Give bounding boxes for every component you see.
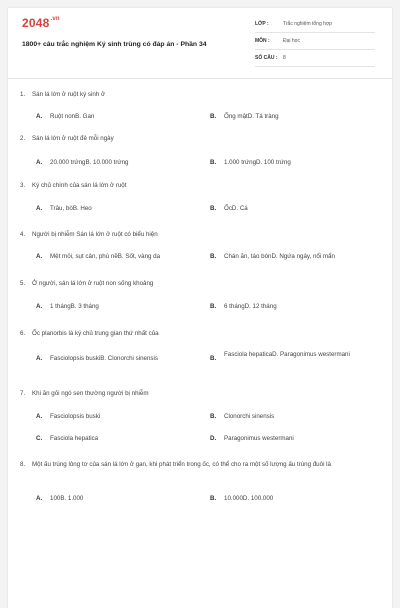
worksheet-header — [8, 8, 392, 70]
option-text: 100B. 1.000 — [50, 495, 84, 502]
meta-value-mon: Đại học — [283, 38, 300, 44]
option-text: 20.000 trứngB. 10.000 trứng — [50, 159, 129, 166]
header-divider — [8, 78, 392, 79]
page-title: 1800+ câu trắc nghiệm Ký sinh trùng có đáp án - Phần 34 — [22, 41, 207, 48]
meta-label-lop: LỚP : — [255, 21, 269, 27]
logo-number: 2048 — [22, 16, 50, 30]
meta-row-socau — [255, 50, 375, 67]
option-letter: B. — [210, 113, 217, 120]
question-text: Một ấu trùng lông tơ của sán lá lớn ở gan, khi phát triển trong ốc, có thể cho ra một số lượng ấu trùng đuôi là — [32, 461, 331, 468]
option-text: Mệt mỏi, sụt cân, phù nềB. Sốt, vàng da — [50, 253, 161, 260]
option-text: 10.000D. 100.000 — [224, 495, 274, 502]
meta-box — [255, 16, 375, 67]
option-letter: A. — [36, 303, 43, 310]
question-number: 4. — [20, 231, 26, 238]
option-text: Clonorchi sinensis — [224, 413, 275, 420]
option-text: 6 thángD. 12 tháng — [224, 303, 277, 310]
meta-label-mon: MÔN : — [255, 38, 270, 44]
option-text: Fasciolopsis buskiB. Clonorchi sinensis — [50, 355, 158, 362]
option-letter: A. — [36, 355, 43, 362]
question-number: 6. — [20, 330, 26, 337]
site-logo[interactable] — [22, 16, 60, 30]
question-text: Sán lá lớn ở ruột ký sinh ở — [32, 91, 106, 98]
option-text: ỐcD. Cá — [224, 205, 248, 212]
question-text: Khi ăn gỏi ngó sen thường người bị nhiễm — [32, 390, 149, 397]
meta-row-mon — [255, 33, 375, 50]
option-letter: C. — [36, 435, 43, 442]
option-text: Fasciola hepatica — [50, 435, 99, 442]
question-text: Ốc planorbis là ký chủ trung gian thứ nhất của — [32, 330, 159, 337]
option-letter: B. — [210, 413, 217, 420]
option-letter: B. — [210, 253, 217, 260]
meta-label-socau: SỐ CÂU : — [255, 55, 278, 61]
option-letter: B. — [210, 495, 217, 502]
option-letter: A. — [36, 413, 43, 420]
option-text: Paragonimus westermani — [224, 435, 294, 442]
option-letter: B. — [210, 205, 217, 212]
meta-row-lop — [255, 16, 375, 33]
option-text: 1 thángB. 3 tháng — [50, 303, 99, 310]
question-text: Sán lá lớn ở ruột đẻ mỗi ngày — [32, 135, 114, 142]
question-number: 3. — [20, 182, 26, 189]
question-number: 8. — [20, 461, 26, 468]
option-letter: A. — [36, 113, 43, 120]
option-text: Chán ăn, táo bónD. Ngứa ngáy, nổi mẩn — [224, 253, 336, 260]
option-text: Ruột nonB. Gan — [50, 113, 95, 120]
option-letter: B. — [210, 303, 217, 310]
meta-value-lop: Trắc nghiệm tổng hợp — [283, 21, 332, 27]
logo-tld: .vn — [50, 16, 60, 22]
option-text: Trâu, bòB. Heo — [50, 205, 92, 212]
option-letter: B. — [210, 355, 217, 362]
question-text: Ở người, sán lá lớn ở ruột non sống khoảng — [32, 280, 154, 287]
option-text: Fasciolopsis buski — [50, 413, 101, 420]
question-number: 2. — [20, 135, 26, 142]
option-text: Ống mậtD. Tá tràng — [224, 113, 279, 120]
option-text: 1.000 trứngD. 100 trứng — [224, 159, 291, 166]
option-letter: B. — [210, 159, 217, 166]
question-text: Người bị nhiễm Sán lá lớn ở ruột có biểu hiện — [32, 231, 158, 238]
meta-value-socau: 8 — [283, 55, 286, 61]
question-number: 7. — [20, 390, 26, 397]
option-letter: A. — [36, 159, 43, 166]
question-text: Ký chủ chính của sán lá lớn ở ruột — [32, 182, 127, 189]
option-letter: D. — [210, 435, 217, 442]
option-text: Fasciola hepaticaD. Paragonimus westermani — [224, 351, 350, 358]
option-letter: A. — [36, 205, 43, 212]
worksheet-page — [8, 8, 392, 608]
question-number: 5. — [20, 280, 26, 287]
option-letter: A. — [36, 495, 43, 502]
option-letter: A. — [36, 253, 43, 260]
question-number: 1. — [20, 91, 26, 98]
